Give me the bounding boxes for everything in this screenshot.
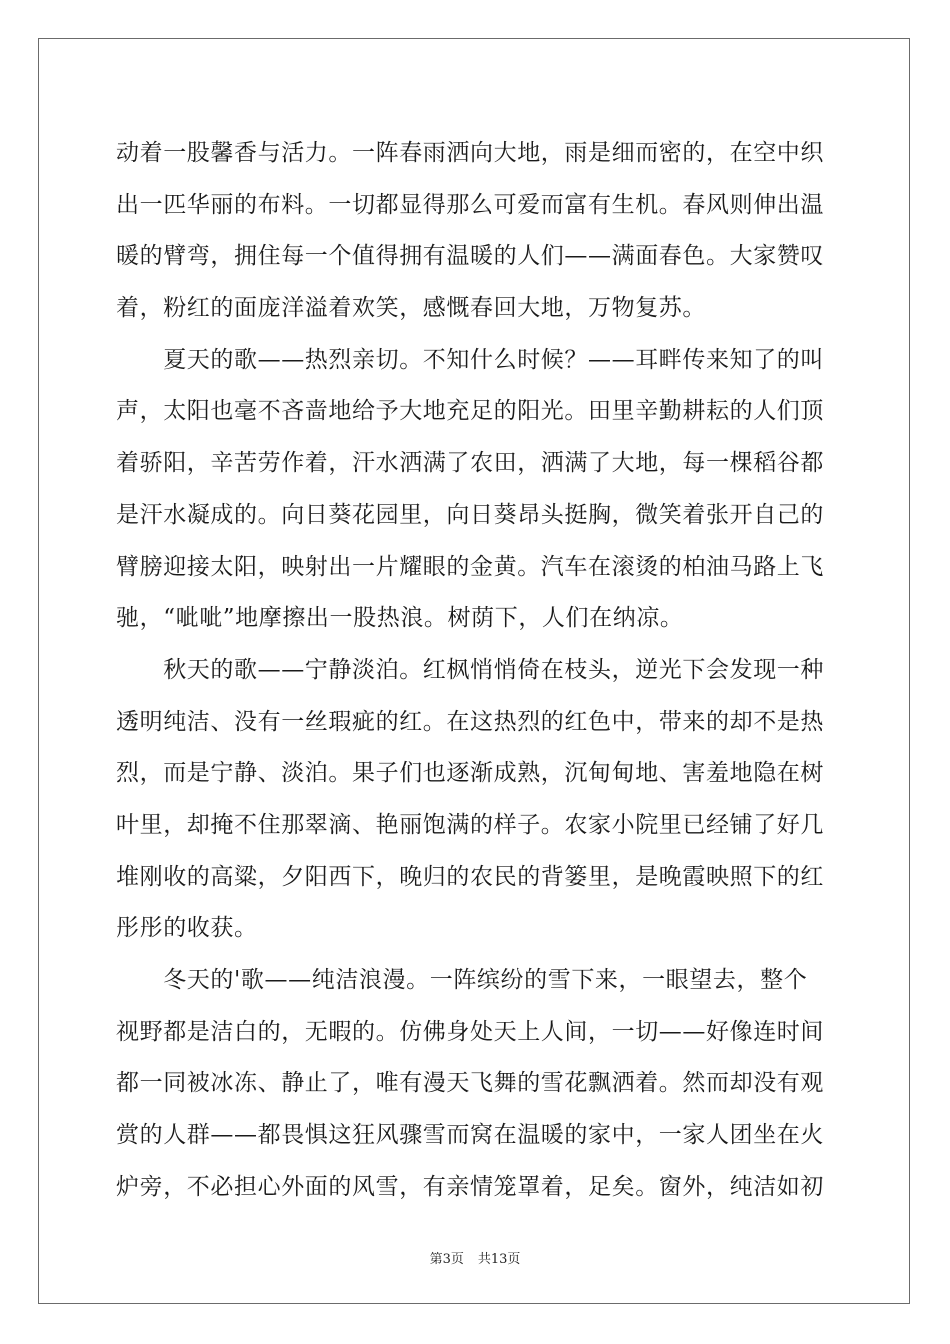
page-total: 共13页 — [477, 1252, 521, 1267]
text-line: 着骄阳，辛苦劳作着，汗水洒满了农田，洒满了大地，每一棵稻谷都 — [116, 450, 824, 477]
text-line: 彤彤的收获。 — [116, 915, 258, 942]
text-line: 声，太阳也毫不吝啬地给予大地充足的阳光。田里辛勤耕耘的人们顶 — [116, 398, 824, 425]
text-line: 赏的人群——都畏惧这狂风骤雪而窝在温暖的家中，一家人团坐在火 — [116, 1122, 824, 1149]
text-line: 夏天的歌——热烈亲切。不知什么时候？——耳畔传来知了的叫 — [116, 346, 824, 373]
text-line: 视野都是洁白的，无暇的。仿佛身处天上人间，一切——好像连时间 — [116, 1018, 824, 1045]
text-line: 冬天的'歌——纯洁浪漫。一阵缤纷的雪下来，一眼望去，整个 — [116, 967, 808, 993]
text-line: 着，粉红的面庞洋溢着欢笑，感慨春回大地，万物复苏。 — [116, 295, 706, 322]
text-line: 暖的臂弯，拥住每一个值得拥有温暖的人们——满面春色。大家赞叹 — [116, 243, 824, 270]
text-line: 出一匹华丽的布料。一切都显得那么可爱而富有生机。春风则伸出温 — [116, 191, 824, 218]
text-line: 叶里，却掩不住那翠滴、艳丽饱满的样子。农家小院里已经铺了好几 — [116, 811, 824, 838]
text-line: 是汗水凝成的。向日葵花园里，向日葵昂头挺胸，微笑着张开自己的 — [116, 501, 824, 528]
page-number: 第3页 — [429, 1252, 464, 1267]
text-line: 透明纯洁、没有一丝瑕疵的红。在这热烈的红色中，带来的却不是热 — [116, 708, 824, 735]
document-body — [116, 128, 836, 1213]
text-line: 堆刚收的高粱，夕阳西下，晚归的农民的背篓里，是晚霞映照下的红 — [116, 863, 824, 890]
text-line: 烈，而是宁静、淡泊。果子们也逐渐成熟，沉甸甸地、害羞地隐在树 — [116, 760, 824, 787]
text-line: 都一同被冰冻、静止了，唯有漫天飞舞的雪花飘洒着。然而却没有观 — [116, 1070, 824, 1097]
text-line: 动着一股馨香与活力。一阵春雨洒向大地，雨是细而密的，在空中织 — [116, 140, 824, 166]
text-line: 炉旁，不必担心外面的风雪，有亲情笼罩着，足矣。窗外，纯洁如初 — [116, 1173, 824, 1200]
text-line: 秋天的歌——宁静淡泊。红枫悄悄倚在枝头，逆光下会发现一种 — [116, 656, 824, 683]
text-line: 臂膀迎接太阳，映射出一片耀眼的金黄。汽车在滚烫的柏油马路上飞 — [116, 553, 824, 580]
page-footer — [0, 1248, 950, 1267]
text-line: 驰，“呲呲”地摩擦出一股热浪。树荫下，人们在纳凉。 — [116, 605, 684, 632]
